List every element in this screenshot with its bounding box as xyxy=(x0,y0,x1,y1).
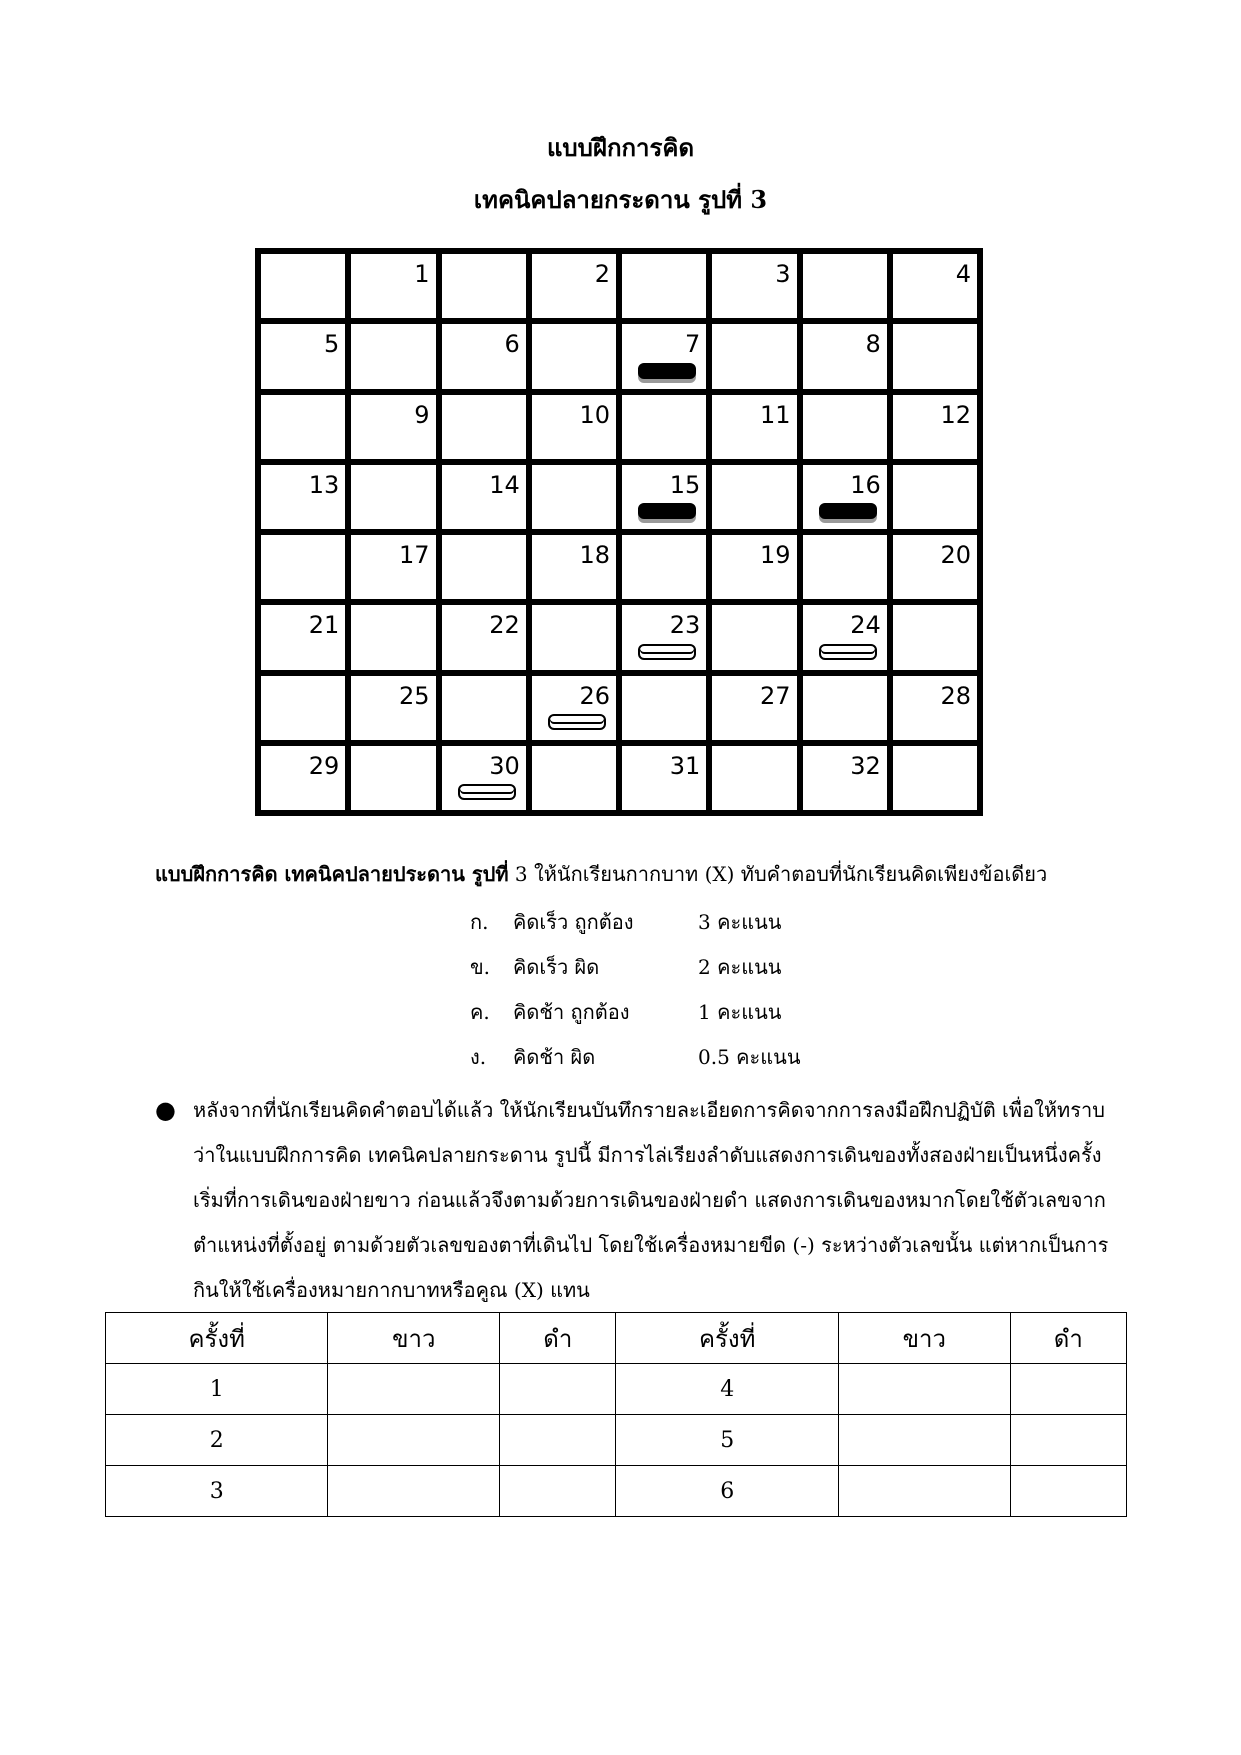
worksheet-title: แบบฝึกการคิด xyxy=(546,133,695,162)
white-checker-piece[interactable] xyxy=(458,784,516,800)
board-square[interactable] xyxy=(803,465,887,529)
square-number: 31 xyxy=(669,751,701,780)
board-square[interactable] xyxy=(261,535,345,599)
worksheet-subtitle: เทคนิคปลายกระดาน รูปที่ 3 xyxy=(473,185,768,214)
square-number: 9 xyxy=(414,400,430,429)
square-number: 32 xyxy=(850,751,881,780)
square-number: 23 xyxy=(669,611,701,640)
option-score: 3 คะแนน xyxy=(698,910,782,934)
board-square[interactable] xyxy=(712,465,796,529)
square-number: 11 xyxy=(759,400,791,429)
option-key: ก. xyxy=(470,910,489,934)
option-key: ข. xyxy=(470,955,491,979)
board-square[interactable] xyxy=(622,465,706,529)
square-number: 8 xyxy=(865,330,881,359)
board-square[interactable] xyxy=(622,535,706,599)
board-square[interactable] xyxy=(532,254,616,318)
square-number: 19 xyxy=(759,541,791,569)
white-checker-piece[interactable] xyxy=(548,714,606,730)
white-move-cell[interactable] xyxy=(838,1415,1010,1466)
board-square[interactable] xyxy=(442,254,526,318)
header-white: ขาว xyxy=(838,1313,1010,1364)
board-square[interactable] xyxy=(442,676,526,740)
option-score: 2 คะแนน xyxy=(698,955,782,979)
board-square[interactable] xyxy=(351,676,435,740)
board-square[interactable] xyxy=(261,605,345,669)
table-row xyxy=(106,1364,1127,1415)
bullet-text: หลังจากที่นักเรียนคิดคำตอบได้แล้ว ให้นักเรียนบันทึกรายละเอียดการคิดจากการลงมือฝึกปฏิบัติ เพื่อให้ทราบว่าในแบบฝึกการคิด เทคนิคปลายกระดาน รูปนี้ มีการไล่เรียงลำดับแสดงการเดินของทั้งสองฝ่ายเป็นหนึ่งครั้ง เริ่มที่การเดินของฝ่ายขาว ก่อนแล้วจึงตามด้วยการเดินของฝ่ายดำ แสดงการเดินของหมากโดยใช้ตัวเลขจากตำแหน่งที่ตั้งอยู่ ตามด้วยตัวเลขของตาที่เดินไป โดยใช้เครื่องหมายขีด (-) ระหว่างตัวเลขนั้น แต่หากเป็นการกินให้ใช้เครื่องหมายกากบาทหรือคูณ (X) แทน xyxy=(193,1098,1109,1302)
move-record-table xyxy=(105,1312,1127,1517)
board-square[interactable] xyxy=(532,676,616,740)
option-row[interactable] xyxy=(470,906,818,951)
option-row[interactable] xyxy=(470,951,818,996)
square-number: 16 xyxy=(850,470,881,499)
white-move-cell[interactable] xyxy=(838,1466,1010,1517)
round-number: 3 xyxy=(106,1466,328,1517)
header-round: ครั้งที่ xyxy=(106,1313,328,1364)
black-move-cell[interactable] xyxy=(500,1364,616,1415)
option-key: ค. xyxy=(470,1000,490,1024)
table-header-row xyxy=(106,1313,1127,1364)
square-number: 7 xyxy=(684,330,701,359)
white-move-cell[interactable] xyxy=(328,1466,500,1517)
board-square[interactable] xyxy=(893,605,977,669)
board-square[interactable] xyxy=(261,465,345,529)
square-number: 17 xyxy=(398,541,430,569)
square-number: 18 xyxy=(579,541,610,569)
white-move-cell[interactable] xyxy=(328,1364,500,1415)
board-square[interactable] xyxy=(893,465,977,529)
checkers-board xyxy=(255,248,983,816)
board-square[interactable] xyxy=(622,324,706,388)
board-square[interactable] xyxy=(712,746,796,810)
table-row xyxy=(106,1415,1127,1466)
board-square[interactable] xyxy=(351,324,435,388)
answer-options xyxy=(470,906,818,1086)
black-move-cell[interactable] xyxy=(500,1415,616,1466)
board-square[interactable] xyxy=(532,395,616,459)
board-square[interactable] xyxy=(442,465,526,529)
board-square[interactable] xyxy=(351,535,435,599)
board-square[interactable] xyxy=(622,254,706,318)
square-number: 26 xyxy=(579,681,610,710)
board-square[interactable] xyxy=(532,324,616,388)
option-key: ง. xyxy=(470,1045,487,1069)
square-number: 14 xyxy=(489,470,520,499)
board-square[interactable] xyxy=(712,676,796,740)
board-square[interactable] xyxy=(803,746,887,810)
board-square[interactable] xyxy=(893,746,977,810)
board-square[interactable] xyxy=(351,395,435,459)
white-checker-piece[interactable] xyxy=(638,644,696,660)
square-number: 6 xyxy=(504,330,520,359)
square-number: 5 xyxy=(323,330,340,359)
board-square[interactable] xyxy=(532,746,616,810)
round-number: 4 xyxy=(616,1364,838,1415)
board-square[interactable] xyxy=(712,605,796,669)
option-score: 0.5 คะแนน xyxy=(698,1045,801,1069)
option-text: คิดช้า ผิด xyxy=(513,1045,596,1069)
header-round: ครั้งที่ xyxy=(616,1313,838,1364)
board-square[interactable] xyxy=(351,465,435,529)
board-square[interactable] xyxy=(803,535,887,599)
board-square[interactable] xyxy=(351,605,435,669)
square-number: 22 xyxy=(489,611,520,640)
square-number: 2 xyxy=(594,260,610,288)
board-square[interactable] xyxy=(712,395,796,459)
option-text: คิดเร็ว ถูกต้อง xyxy=(513,910,634,934)
round-number: 2 xyxy=(106,1415,328,1466)
square-number: 25 xyxy=(398,681,430,710)
black-checker-piece[interactable] xyxy=(638,363,696,379)
instruction-text xyxy=(155,858,1115,890)
board-square[interactable] xyxy=(532,535,616,599)
square-number: 20 xyxy=(940,541,971,569)
black-move-cell[interactable] xyxy=(1010,1466,1126,1517)
header-white: ขาว xyxy=(328,1313,500,1364)
board-square[interactable] xyxy=(622,395,706,459)
header-black: ดำ xyxy=(1010,1313,1126,1364)
square-number: 15 xyxy=(669,470,701,499)
board-square[interactable] xyxy=(803,605,887,669)
black-checker-piece[interactable] xyxy=(819,503,877,519)
square-number: 27 xyxy=(759,681,791,710)
board-square[interactable] xyxy=(893,254,977,318)
board-square[interactable] xyxy=(442,324,526,388)
white-checker-piece[interactable] xyxy=(819,644,877,660)
round-number: 5 xyxy=(616,1415,838,1466)
board-square[interactable] xyxy=(261,324,345,388)
square-number: 21 xyxy=(308,611,340,640)
board-square[interactable] xyxy=(261,395,345,459)
square-number: 10 xyxy=(579,400,610,429)
board-square[interactable] xyxy=(532,465,616,529)
square-number: 28 xyxy=(940,681,971,710)
square-number: 24 xyxy=(850,611,881,640)
option-text: คิดช้า ถูกต้อง xyxy=(513,1000,630,1024)
instruction-rest: 3 ให้นักเรียนกากบาท (X) ทับคำตอบที่นักเรียนคิดเพียงข้อเดียว xyxy=(508,862,1048,886)
option-score: 1 คะแนน xyxy=(698,1000,782,1024)
board-square[interactable] xyxy=(893,676,977,740)
black-checker-piece[interactable] xyxy=(638,503,696,519)
board-square[interactable] xyxy=(803,676,887,740)
square-number: 4 xyxy=(955,260,971,288)
board-square[interactable] xyxy=(893,535,977,599)
board-square[interactable] xyxy=(532,605,616,669)
board-square[interactable] xyxy=(261,676,345,740)
square-number: 13 xyxy=(308,470,340,499)
board-square[interactable] xyxy=(622,605,706,669)
board-square[interactable] xyxy=(261,746,345,810)
board-square[interactable] xyxy=(442,395,526,459)
black-move-cell[interactable] xyxy=(1010,1364,1126,1415)
table-row xyxy=(106,1466,1127,1517)
square-number: 1 xyxy=(414,260,430,288)
board-square[interactable] xyxy=(442,605,526,669)
bullet-icon: ● xyxy=(155,1096,176,1124)
black-move-cell[interactable] xyxy=(1010,1415,1126,1466)
board-square[interactable] xyxy=(712,254,796,318)
board-square[interactable] xyxy=(803,395,887,459)
header-black: ดำ xyxy=(500,1313,616,1364)
instruction-bold: แบบฝึกการคิด เทคนิคปลายประดาน รูปที่ xyxy=(155,862,509,886)
board-square[interactable] xyxy=(712,535,796,599)
board-square[interactable] xyxy=(351,746,435,810)
white-move-cell[interactable] xyxy=(328,1415,500,1466)
board-square[interactable] xyxy=(351,254,435,318)
board-square[interactable] xyxy=(622,676,706,740)
round-number: 1 xyxy=(106,1364,328,1415)
board-square[interactable] xyxy=(261,254,345,318)
black-move-cell[interactable] xyxy=(500,1466,616,1517)
round-number: 6 xyxy=(616,1466,838,1517)
board-square[interactable] xyxy=(442,746,526,810)
square-number: 29 xyxy=(308,751,340,780)
option-text: คิดเร็ว ผิด xyxy=(513,955,600,979)
white-move-cell[interactable] xyxy=(838,1364,1010,1415)
option-row[interactable] xyxy=(470,996,818,1041)
square-number: 3 xyxy=(775,260,791,288)
square-number: 12 xyxy=(940,400,971,429)
board-square[interactable] xyxy=(442,535,526,599)
board-square[interactable] xyxy=(893,395,977,459)
bullet-paragraph xyxy=(155,1088,1115,1313)
square-number: 30 xyxy=(489,751,520,780)
board-square[interactable] xyxy=(803,254,887,318)
board-square[interactable] xyxy=(803,324,887,388)
board-square[interactable] xyxy=(712,324,796,388)
board-square[interactable] xyxy=(622,746,706,810)
board-square[interactable] xyxy=(893,324,977,388)
option-row[interactable] xyxy=(470,1041,818,1086)
